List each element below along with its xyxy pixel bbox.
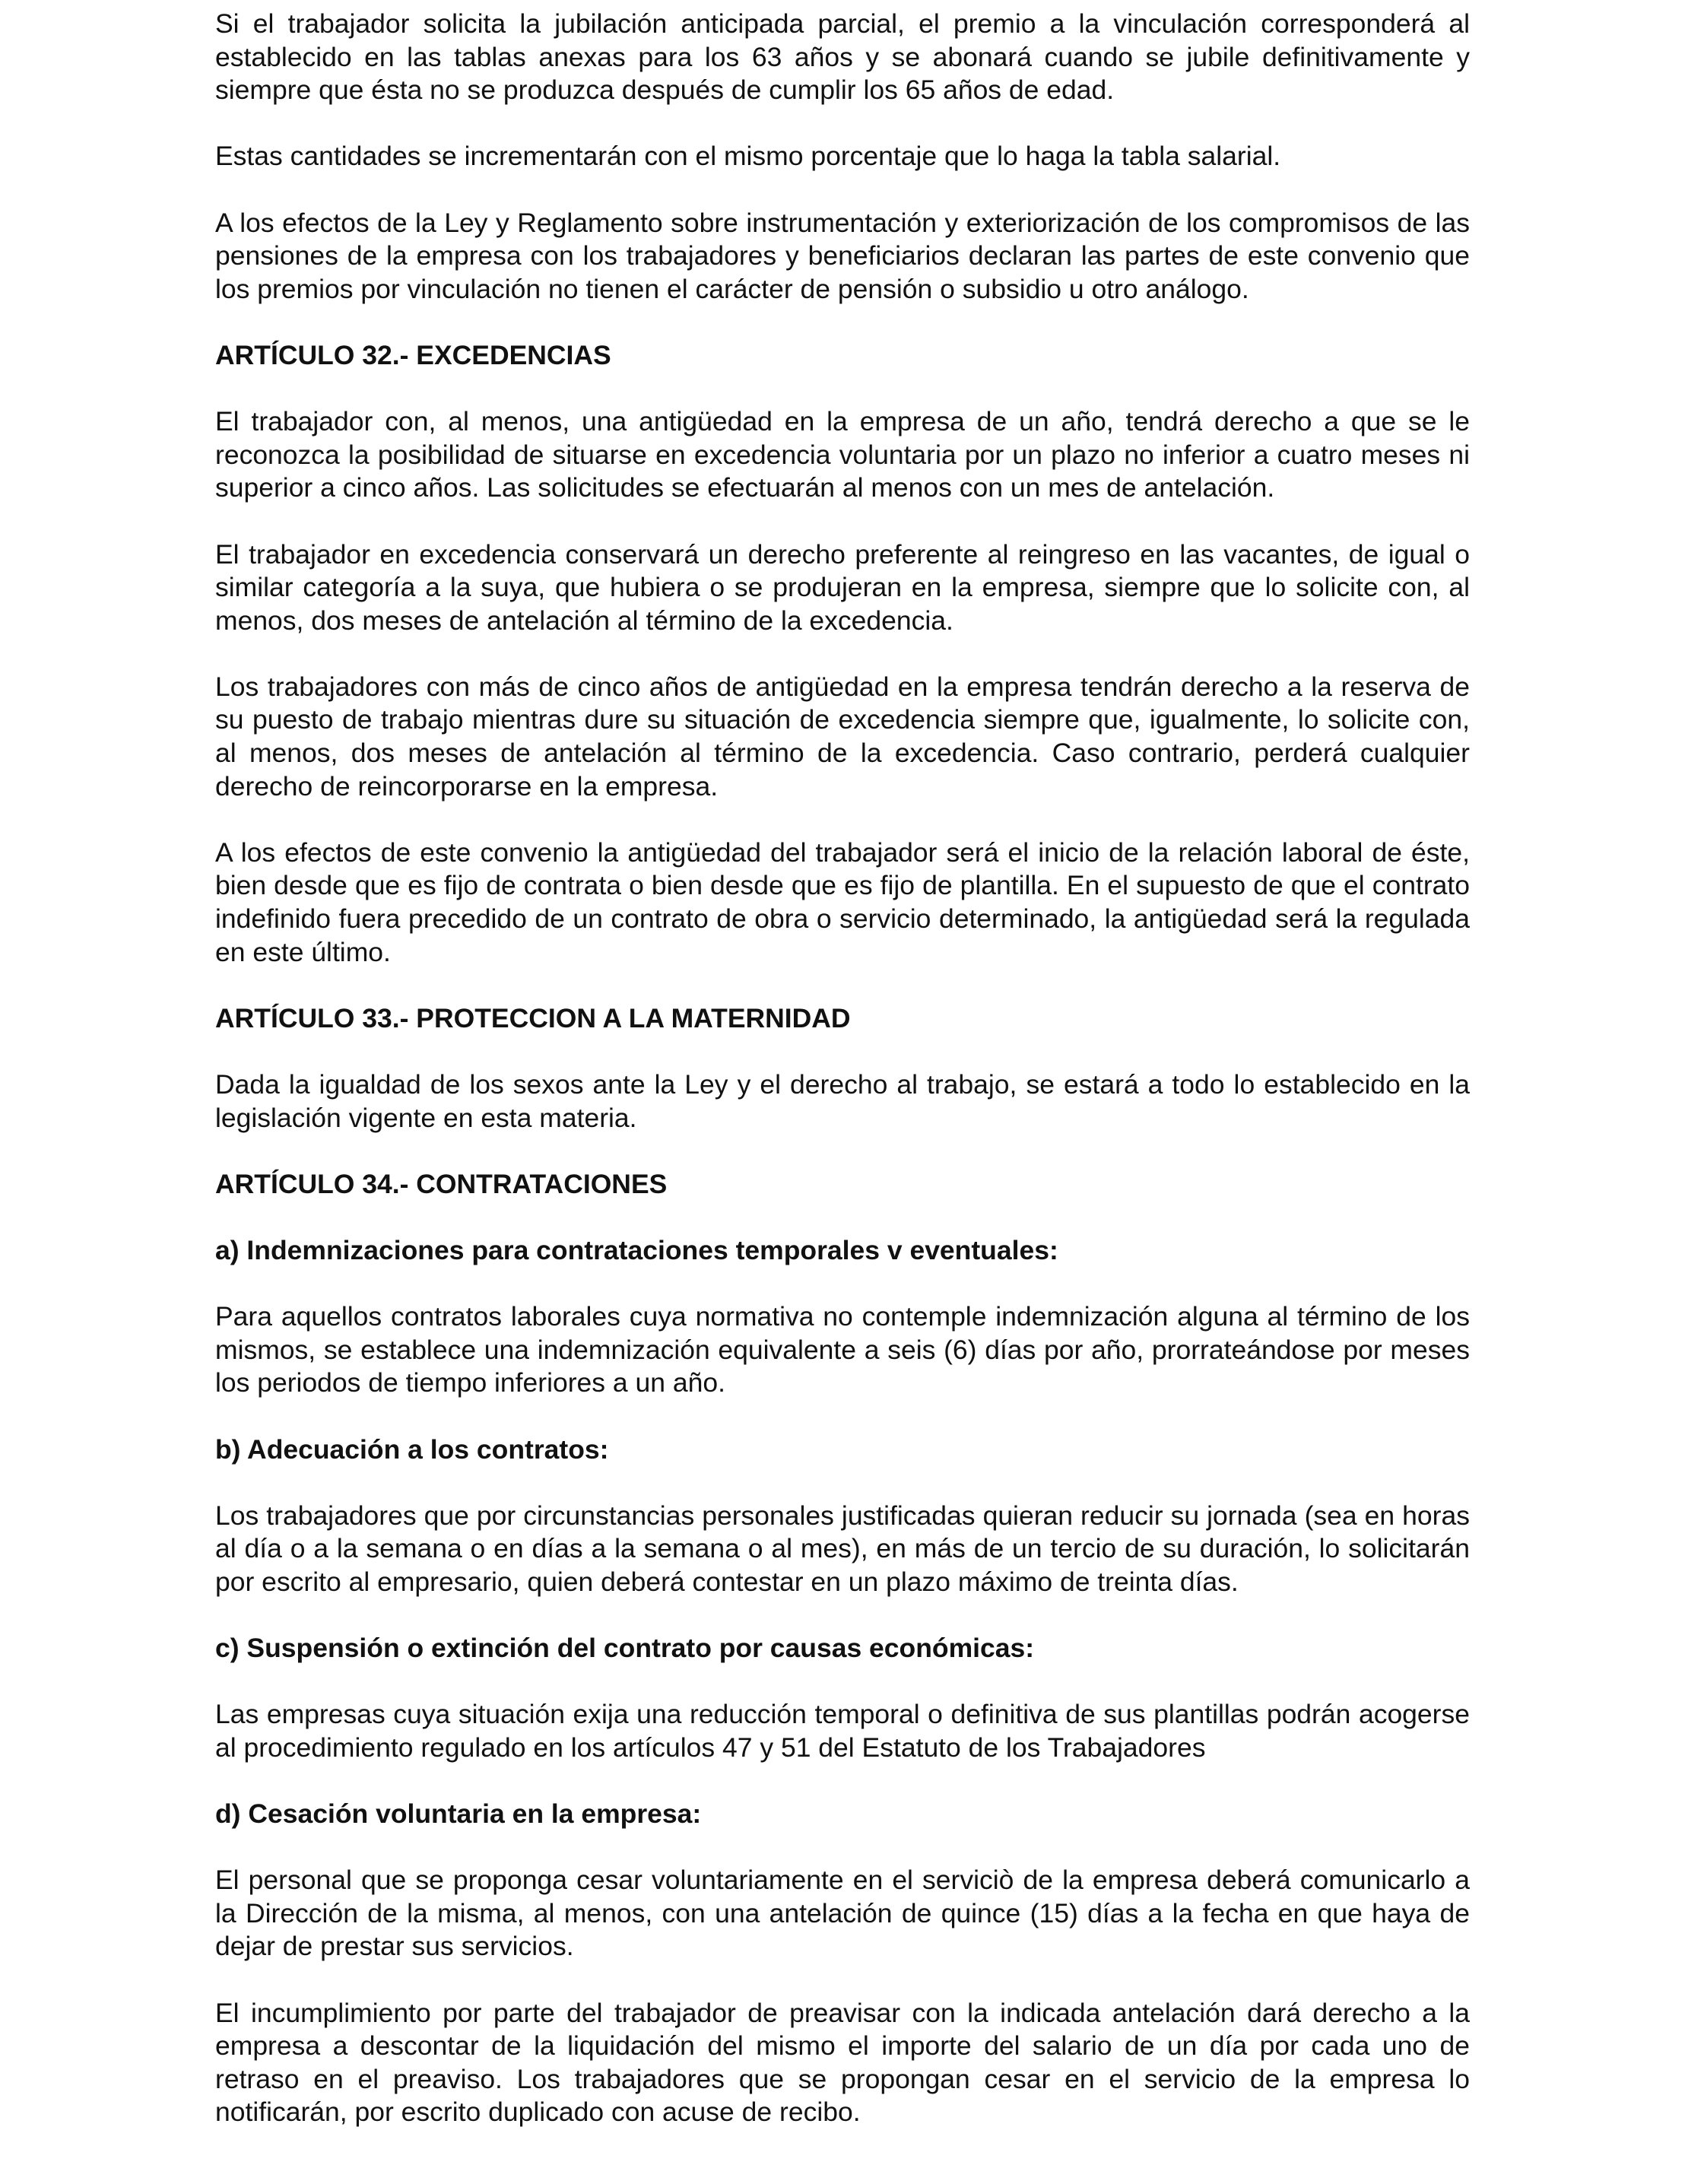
- heading-articulo-33: ARTÍCULO 33.- PROTECCION A LA MATERNIDAD: [215, 1002, 851, 1033]
- subheading-indemnizaciones: a) Indemnizaciones para contrataciones temporales v eventuales:: [215, 1234, 1058, 1265]
- paragraph-indemnizaciones: Para aquellos contratos laborales cuya normativa no contemple indemnización alguna al término de los mismos, se establece una indemnización equivalente a seis (6) días por año, prorrateándose por meses los periodos de tiempo inferiores a un año.: [215, 1301, 1470, 1398]
- heading-articulo-32: ARTÍCULO 32.- EXCEDENCIAS: [215, 339, 611, 370]
- paragraph-antiguedad: A los efectos de este convenio la antigüedad del trabajador será el inicio de la relación laboral de éste, bien desde que es fijo de contrata o bien desde que es fijo de plantilla. En el supuesto de que el contrato indefinido fuera precedido de un contrato de obra o servicio determinado, la antigüedad será la regulada en este último.: [215, 836, 1470, 967]
- subheading-suspension-extincion: c) Suspensión o extinción del contrato por causas económicas:: [215, 1633, 1035, 1664]
- subheading-cesacion-voluntaria: d) Cesación voluntaria en la empresa:: [215, 1798, 702, 1830]
- paragraph-reduccion-jornada: Los trabajadores que por circunstancias personales justificadas quieran reducir su jornada (sea en horas al día o a la semana o en días a la semana o al mes), en más de un tercio de su duración, lo solicitarán por escrito al empresario, quien deberá contestar en un plazo máximo de treinta días.: [215, 1500, 1470, 1597]
- heading-articulo-34: ARTÍCULO 34.- CONTRATACIONES: [215, 1168, 668, 1199]
- subheading-adecuacion-contratos: b) Adecuación a los contratos:: [215, 1433, 609, 1465]
- paragraph-incremento-cantidades: Estas cantidades se incrementarán con el mismo porcentaje que lo haga la tabla salarial.: [215, 141, 1281, 172]
- paragraph-derecho-reingreso: El trabajador en excedencia conservará un derecho preferente al reingreso en las vacantes, de igual o similar categoría a la suya, que hubiera o se produjeran en la empresa, siempre que lo solicite con, al menos, dos meses de antelación al término de la excedencia.: [215, 538, 1470, 636]
- document-page: [215, 8, 1470, 2163]
- paragraph-causas-economicas: Las empresas cuya situación exija una reducción temporal o definitiva de sus plantillas podrán acogerse al procedimiento regulado en los artículos 47 y 51 del Estatuto de los Trabajadores: [215, 1699, 1470, 1763]
- paragraph-excedencia-voluntaria: El trabajador con, al menos, una antigüedad en la empresa de un año, tendrá derecho a que se le reconozca la posibilidad de situarse en excedencia voluntaria por un plazo no inferior a cuatro meses ni superior a cinco años. Las solicitudes se efectuarán al menos con un mes de antelación.: [215, 406, 1470, 503]
- paragraph-incumplimiento-preaviso: El incumplimiento por parte del trabajador de preavisar con la indicada antelación dará derecho a la empresa a descontar de la liquidación del mismo el importe del salario de un día por cada uno de retraso en el preaviso. Los trabajadores que se propongan cesar en el servicio de la empresa lo notificarán, por escrito duplicado con acuse de recibo.: [215, 1997, 1470, 2128]
- paragraph-preaviso-quince-dias: El personal que se proponga cesar voluntariamente en el serviciò de la empresa deberá comunicarlo a la Dirección de la misma, al menos, con una antelación de quince (15) días a la fecha en que haya de dejar de prestar sus servicios.: [215, 1865, 1470, 1962]
- paragraph-compromisos-pensiones: A los efectos de la Ley y Reglamento sobre instrumentación y exteriorización de los compromisos de las pensiones de la empresa con los trabajadores y beneficiarios declaran las partes de este convenio que los premios por vinculación no tienen el carácter de pensión o subsidio u otro análogo.: [215, 207, 1470, 304]
- paragraph-jubilacion-anticipada: Si el trabajador solicita la jubilación anticipada parcial, el premio a la vinculación corresponderá al establecido en las tablas anexas para los 63 años y se abonará cuando se jubile definitivamente y siempre que ésta no se produzca después de cumplir los 65 años de edad.: [215, 8, 1470, 106]
- paragraph-reserva-puesto: Los trabajadores con más de cinco años de antigüedad en la empresa tendrán derecho a la reserva de su puesto de trabajo mientras dure su situación de excedencia siempre que, igualmente, lo solicite con, al menos, dos meses de antelación al término de la excedencia. Caso contrario, perderá cualquier derecho de reincorporarse en la empresa.: [215, 671, 1470, 802]
- paragraph-igualdad-sexos: Dada la igualdad de los sexos ante la Ley y el derecho al trabajo, se estará a todo lo establecido en la legislación vigente en esta materia.: [215, 1069, 1470, 1133]
